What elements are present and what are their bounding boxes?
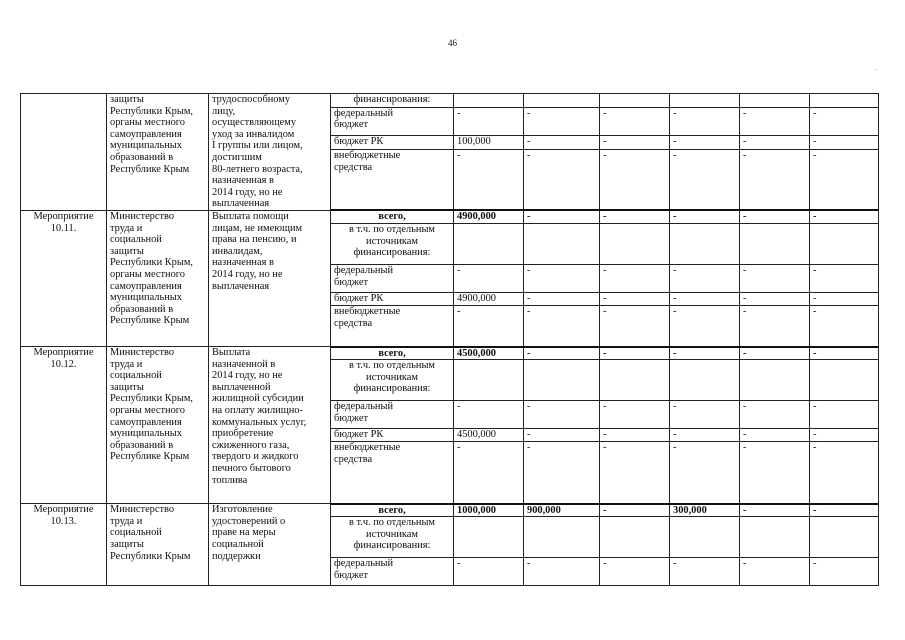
amount-cell bbox=[740, 517, 810, 558]
amount-cell: - bbox=[454, 265, 524, 293]
amount-cell: - bbox=[670, 401, 740, 429]
amount-cell: 4900,000 bbox=[454, 210, 524, 223]
amount-cell bbox=[810, 360, 879, 401]
amount-cell: - bbox=[740, 347, 810, 360]
amount-cell: - bbox=[670, 210, 740, 223]
funding-source-cell: внебюджетные средства bbox=[331, 150, 454, 211]
amount-cell: - bbox=[740, 504, 810, 517]
amount-cell: - bbox=[810, 135, 879, 149]
amount-cell: - bbox=[740, 135, 810, 149]
page-number: 46 bbox=[448, 38, 457, 48]
budget-table-body bbox=[21, 94, 879, 586]
amount-cell: - bbox=[600, 210, 670, 223]
amount-cell: - bbox=[740, 150, 810, 211]
executor-cell: Министерство труда и социальной защиты Республики Крым, органы местного самоуправления муниципальных образований в Республике Крым bbox=[107, 347, 209, 504]
table-row bbox=[21, 94, 879, 108]
amount-cell: 100,000 bbox=[454, 135, 524, 149]
description-cell: Выплата помощи лицам, не имеющим права на пенсию, и инвалидам, назначенная в 2014 году, но не выплаченная bbox=[209, 210, 331, 346]
amount-cell: - bbox=[600, 504, 670, 517]
amount-cell bbox=[524, 360, 600, 401]
amount-cell: - bbox=[454, 401, 524, 429]
amount-cell: 4500,000 bbox=[454, 347, 524, 360]
description-cell: Изготовление удостоверений о праве на меры социальной поддержки bbox=[209, 504, 331, 586]
amount-cell: - bbox=[670, 306, 740, 347]
amount-cell: - bbox=[810, 558, 879, 586]
amount-cell: - bbox=[600, 150, 670, 211]
amount-cell: 4500,000 bbox=[454, 429, 524, 442]
amount-cell: - bbox=[600, 107, 670, 135]
amount-cell: - bbox=[670, 135, 740, 149]
funding-source-cell: бюджет РК bbox=[331, 293, 454, 306]
budget-table bbox=[20, 93, 879, 586]
amount-cell bbox=[600, 360, 670, 401]
amount-cell bbox=[600, 517, 670, 558]
amount-cell: - bbox=[524, 107, 600, 135]
amount-cell: - bbox=[740, 429, 810, 442]
amount-cell: - bbox=[524, 150, 600, 211]
amount-cell: 900,000 bbox=[524, 504, 600, 517]
amount-cell bbox=[600, 224, 670, 265]
amount-cell bbox=[740, 224, 810, 265]
amount-cell: - bbox=[600, 293, 670, 306]
amount-cell: - bbox=[810, 401, 879, 429]
amount-cell bbox=[454, 94, 524, 108]
amount-cell bbox=[670, 360, 740, 401]
event-cell: Мероприятие 10.11. bbox=[21, 210, 107, 346]
funding-source-cell: федеральный бюджет bbox=[331, 107, 454, 135]
amount-cell: - bbox=[810, 293, 879, 306]
funding-source-cell: бюджет РК bbox=[331, 429, 454, 442]
amount-cell: - bbox=[670, 429, 740, 442]
funding-source-cell: внебюджетные средства bbox=[331, 442, 454, 504]
event-cell bbox=[21, 94, 107, 211]
amount-cell: - bbox=[524, 429, 600, 442]
table-row bbox=[21, 347, 879, 360]
amount-cell: - bbox=[810, 150, 879, 211]
amount-cell: - bbox=[524, 210, 600, 223]
amount-cell: - bbox=[670, 293, 740, 306]
funding-source-cell: в т.ч. по отдельным источникам финансирования: bbox=[331, 360, 454, 401]
amount-cell: - bbox=[670, 265, 740, 293]
amount-cell: - bbox=[740, 265, 810, 293]
amount-cell: - bbox=[524, 306, 600, 347]
amount-cell: - bbox=[600, 347, 670, 360]
amount-cell bbox=[524, 517, 600, 558]
amount-cell: - bbox=[740, 442, 810, 504]
amount-cell: 1000,000 bbox=[454, 504, 524, 517]
amount-cell: 300,000 bbox=[670, 504, 740, 517]
amount-cell: 4900,000 bbox=[454, 293, 524, 306]
amount-cell bbox=[524, 94, 600, 108]
amount-cell: - bbox=[740, 293, 810, 306]
amount-cell bbox=[454, 360, 524, 401]
amount-cell: - bbox=[740, 306, 810, 347]
executor-cell: защиты Республики Крым, органы местного самоуправления муниципальных образований в Республике Крым bbox=[107, 94, 209, 211]
amount-cell: - bbox=[454, 107, 524, 135]
amount-cell: - bbox=[740, 558, 810, 586]
description-cell: трудоспособному лицу, осуществляющему уход за инвалидом I группы или лицом, достигшим 80-летнего возраста, назначенная в 2014 году, но не выплаченная bbox=[209, 94, 331, 211]
amount-cell bbox=[740, 360, 810, 401]
funding-source-cell: финансирования: bbox=[331, 94, 454, 108]
funding-source-cell: федеральный бюджет bbox=[331, 265, 454, 293]
funding-source-cell: в т.ч. по отдельным источникам финансирования: bbox=[331, 517, 454, 558]
amount-cell bbox=[524, 224, 600, 265]
funding-source-cell: всего, bbox=[331, 504, 454, 517]
amount-cell: - bbox=[600, 135, 670, 149]
amount-cell: - bbox=[600, 265, 670, 293]
amount-cell: - bbox=[524, 265, 600, 293]
amount-cell: - bbox=[670, 107, 740, 135]
amount-cell: - bbox=[454, 306, 524, 347]
amount-cell: - bbox=[524, 135, 600, 149]
amount-cell: - bbox=[454, 442, 524, 504]
amount-cell: - bbox=[670, 558, 740, 586]
amount-cell: - bbox=[810, 442, 879, 504]
amount-cell: - bbox=[670, 150, 740, 211]
amount-cell: - bbox=[600, 401, 670, 429]
amount-cell bbox=[454, 224, 524, 265]
amount-cell bbox=[670, 224, 740, 265]
funding-source-cell: всего, bbox=[331, 347, 454, 360]
amount-cell: - bbox=[740, 210, 810, 223]
amount-cell: - bbox=[670, 347, 740, 360]
executor-cell: Министерство труда и социальной защиты Республики Крым bbox=[107, 504, 209, 586]
amount-cell: - bbox=[600, 558, 670, 586]
executor-cell: Министерство труда и социальной защиты Республики Крым, органы местного самоуправления муниципальных образований в Республике Крым bbox=[107, 210, 209, 346]
funding-source-cell: федеральный бюджет bbox=[331, 558, 454, 586]
amount-cell: - bbox=[810, 265, 879, 293]
event-cell: Мероприятие 10.13. bbox=[21, 504, 107, 586]
funding-source-cell: бюджет РК bbox=[331, 135, 454, 149]
funding-source-cell: внебюджетные средства bbox=[331, 306, 454, 347]
amount-cell: - bbox=[810, 504, 879, 517]
funding-source-cell: всего, bbox=[331, 210, 454, 223]
amount-cell: - bbox=[524, 293, 600, 306]
amount-cell: - bbox=[740, 107, 810, 135]
amount-cell: - bbox=[524, 401, 600, 429]
amount-cell: - bbox=[670, 442, 740, 504]
amount-cell: - bbox=[600, 306, 670, 347]
amount-cell: - bbox=[454, 558, 524, 586]
amount-cell bbox=[810, 517, 879, 558]
amount-cell: - bbox=[524, 558, 600, 586]
amount-cell: - bbox=[454, 150, 524, 211]
amount-cell bbox=[670, 517, 740, 558]
amount-cell bbox=[810, 224, 879, 265]
funding-source-cell: в т.ч. по отдельным источникам финансирования: bbox=[331, 224, 454, 265]
scan-mark: · bbox=[875, 66, 878, 75]
amount-cell bbox=[740, 94, 810, 108]
table-row bbox=[21, 210, 879, 223]
amount-cell: - bbox=[740, 401, 810, 429]
event-cell: Мероприятие 10.12. bbox=[21, 347, 107, 504]
amount-cell: - bbox=[810, 429, 879, 442]
amount-cell: - bbox=[600, 442, 670, 504]
amount-cell: - bbox=[810, 347, 879, 360]
amount-cell bbox=[810, 94, 879, 108]
description-cell: Выплата назначенной в 2014 году, но не выплаченной жилищной субсидии на оплату жилищно- коммунальных услуг, приобретение сжиженного газа, твердого и жидкого печного бытового топлива bbox=[209, 347, 331, 504]
amount-cell: - bbox=[524, 442, 600, 504]
amount-cell bbox=[600, 94, 670, 108]
amount-cell bbox=[454, 517, 524, 558]
amount-cell: - bbox=[524, 347, 600, 360]
amount-cell: - bbox=[810, 210, 879, 223]
amount-cell: - bbox=[600, 429, 670, 442]
table-row bbox=[21, 504, 879, 517]
amount-cell: - bbox=[810, 306, 879, 347]
amount-cell bbox=[670, 94, 740, 108]
amount-cell: - bbox=[810, 107, 879, 135]
funding-source-cell: федеральный бюджет bbox=[331, 401, 454, 429]
